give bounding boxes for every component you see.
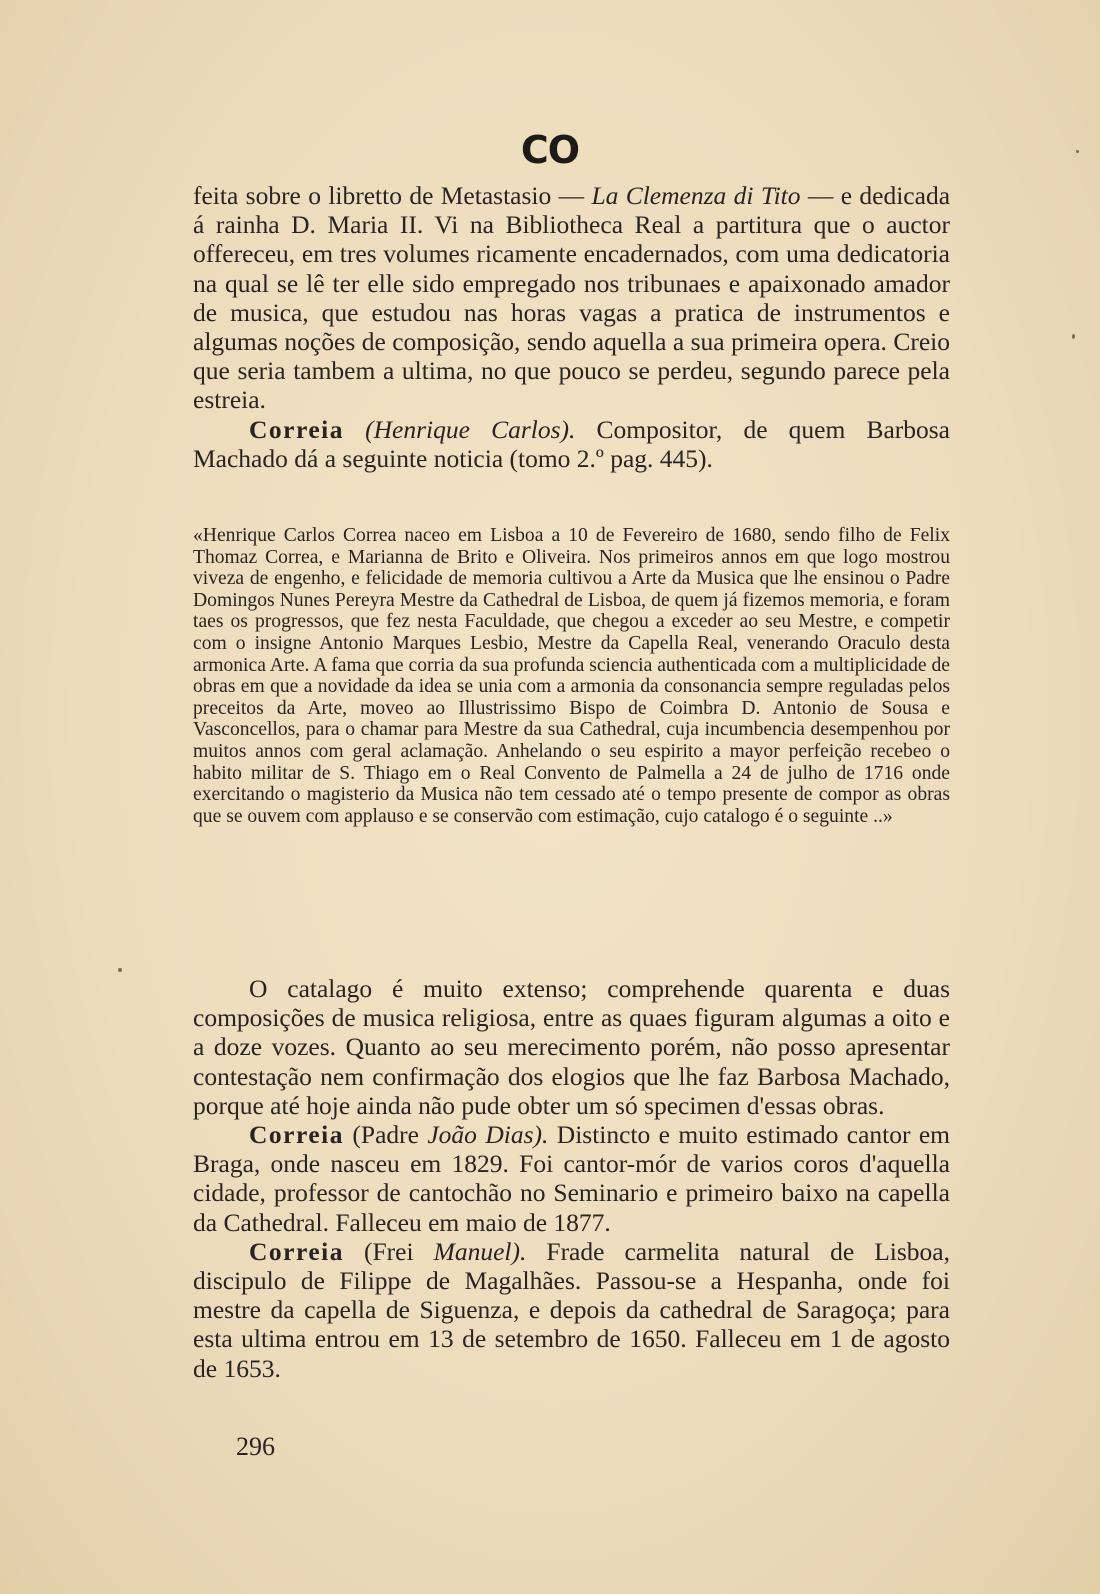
paragraph-continuation [193, 181, 950, 415]
quotation-text: «Henrique Carlos Correa naceo em Lisboa a 10 de Fevereiro de 1680, sendo filho de Felix Thomaz Correa, e Marianna de Brito e Oliveira. Nos primeiros annos em que logo mostrou viveza de engenho, e felicidade de memoria cultivou a Arte da Musica que lhe ensinou o Padre Domingos Nunes Pereyra Mestre da Cathedral de Lisboa, de quem já fizemos memoria, e foram taes os progressos, que fez nesta Faculdade, que chegou a exceder ao seu Mestre, e competir com o insigne Antonio Marques Lesbio, Mestre da Capella Real, venerando Oraculo desta armonica Arte. A fama que corria da sua profunda sciencia authenticada com a multiplicidade de obras em que a novidade da idea se unia com a armonia da consonancia sempre reguladas pelos preceitos da Arte, moveo ao Illustrissimo Bispo de Coimbra D. Antonio de Sousa e Vasconcellos, para o chamar para Mestre da sua Cathedral, cuja incumbencia desempenhou por muitos annos com geral aclamação. Anhelando o seu espirito a mayor perfeição recebeo o habito militar de S. Thiago em o Real Convento de Palmella a 24 de julho de 1716 onde exercitando o magisterio da Musica não tem cessado até o tempo presente de compor as obras que se ouvem com applauso e se conservão com estimação, cujo catalogo é o seguinte ..» [193, 525, 950, 827]
paper-speck [1072, 334, 1075, 339]
para1-text-a: feita sobre o libretto de Metastasio — [193, 181, 592, 210]
paper-speck [1076, 150, 1079, 153]
entry-prefix: (Frei [344, 1236, 434, 1266]
entry-given-name: João Dias). [427, 1120, 549, 1150]
entry-prefix: (Padre [344, 1120, 428, 1150]
entry-text: Distincto e muito estimado cantor em Braga, onde nasceu em 1829. Foi cantor-mór de varios coros d'aquella cidade, professor de cantochão no Seminario e primeiro baixo na capella da Cathedral. Falleceu em maio de 1877. [193, 1120, 951, 1237]
entry-text: Compositor, de quem Barbosa Machado dá a seguinte noticia (tomo 2.º pag. 445). [193, 414, 951, 473]
entry-heading-name: Correia [249, 414, 344, 444]
entry-joao-dias [193, 1120, 950, 1237]
paragraph-catalogue: O catalago é muito extenso; comprehende quarenta e duas composições de musica religiosa, entre as quaes figuram algumas a oito e a doze vozes. Quanto ao seu merecimento porém, não posso apresentar contestação nem confirmação dos elogios que lhe faz Barbosa Machado, porque até hoje ainda não pude obter um só specimen d'essas obras. [193, 974, 950, 1120]
entry-given-name: Manuel). [433, 1236, 527, 1266]
running-header: CO [520, 128, 580, 172]
quotation-block [193, 525, 950, 827]
entry-henrique-carlos [193, 415, 950, 473]
main-text-block [193, 181, 950, 473]
entry-frei-manuel [193, 1237, 950, 1383]
opera-title: La Clemenza di Tito [591, 181, 801, 210]
entry-given-name: (Henrique Carlos). [344, 414, 576, 444]
entry-text: Frade carmelita natural de Lisboa, discipulo de Filippe de Magalhães. Passou-se a Hespanha, onde foi mestre da capella de Siguenza, e depois da cathedral de Saragoça; para esta ultima entrou em 13 de setembro de 1650. Falleceu em 1 de agosto de 1653. [193, 1236, 950, 1383]
main-text-block-2 [193, 974, 950, 1383]
para1-text-b: — e dedicada á rainha D. Maria II. Vi na Bibliotheca Real a partitura que o auctor offereceu, em tres volumes ricamente encadernados, com uma dedicatoria na qual se lê ter elle sido empregado nos tribunaes e apaixonado amador de musica, que estudou nas horas vagas a pratica de instrumentos e algumas noções de composição, sendo aquella a sua primeira opera. Creio que seria tambem a ultima, no que pouco se perdeu, segundo parece pela estreia. [193, 181, 951, 415]
entry-heading-name: Correia [249, 1120, 344, 1150]
entry-heading-name: Correia [249, 1236, 344, 1266]
paper-speck [118, 968, 122, 972]
page-number: 296 [236, 1432, 275, 1461]
